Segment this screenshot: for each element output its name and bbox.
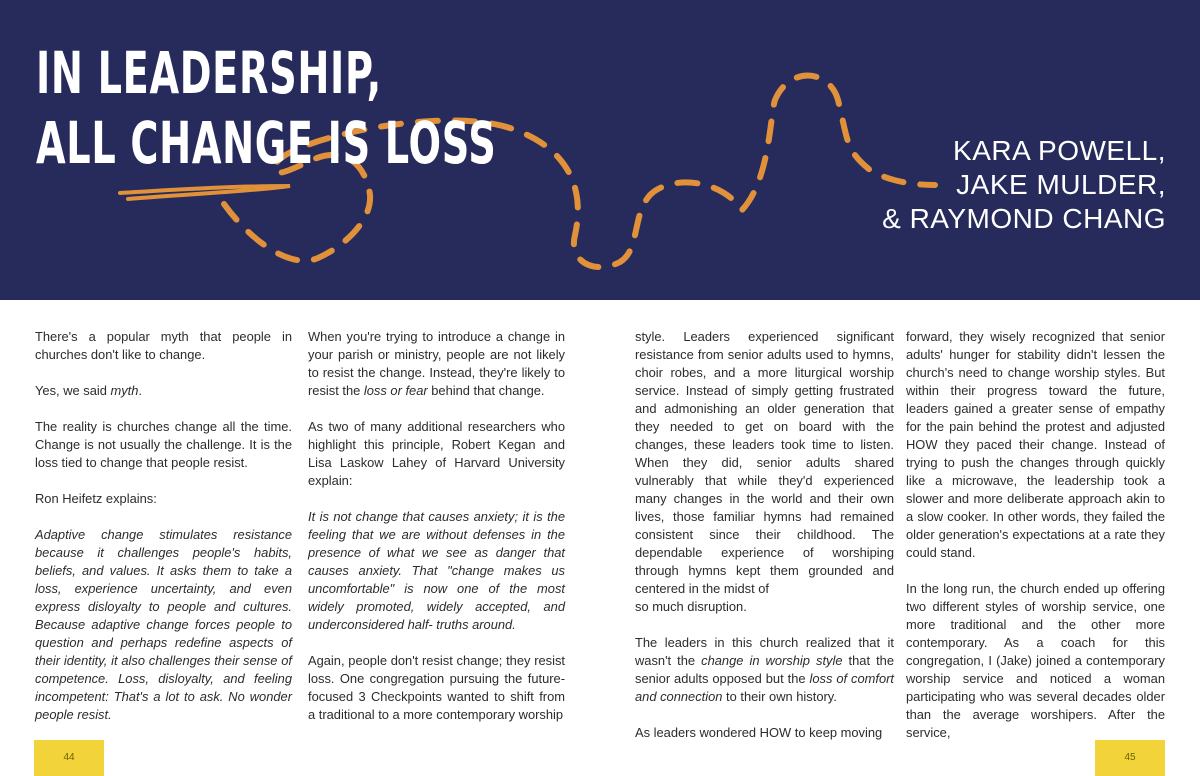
emphasis: myth xyxy=(110,383,139,398)
page-number-left: 44 xyxy=(34,740,104,776)
paragraph: Ron Heifetz explains: xyxy=(35,491,157,506)
paragraph: Again, people don't resist change; they resist loss. One congregation pursuing the future-focused 3 Checkpoints wanted to shift from a traditional to a more contemporary worship xyxy=(308,653,565,722)
page-number-right: 45 xyxy=(1095,740,1165,776)
block-quote xyxy=(308,508,565,634)
emphasis: change in worship style xyxy=(701,653,843,668)
text-column-1 xyxy=(35,328,292,724)
paragraph: In the long run, the church ended up offering two different styles of worship service, one more traditional and the other more contemporary. As a coach for this congregation, I (Jake) joined a contemporary worship service and noticed a woman participating who was several decades older than the average worshipers. After the service, xyxy=(906,581,1165,740)
author-3: & RAYMOND CHANG xyxy=(882,203,1166,234)
paragraph xyxy=(635,634,894,706)
paragraph: There's a popular myth that people in churches don't like to change. xyxy=(35,329,292,362)
title-banner xyxy=(0,0,1200,300)
text-run: to their own history. xyxy=(722,689,837,704)
paragraph: The reality is churches change all the time. Change is not usually the challenge. It is the loss tied to change that people resist. xyxy=(35,419,292,470)
article-title xyxy=(36,38,496,178)
block-quote xyxy=(35,526,292,724)
title-line-2: ALL CHANGE IS LOSS xyxy=(36,109,497,177)
text-run: that the senior adults opposed but the xyxy=(635,653,894,686)
text-run: behind that change. xyxy=(427,383,545,398)
author-list xyxy=(882,134,1166,236)
author-2: JAKE MULDER, xyxy=(956,169,1166,200)
text-column-4 xyxy=(906,328,1165,742)
text-run: . xyxy=(138,383,143,398)
paragraph xyxy=(35,382,292,400)
text-run: The leaders in this church realized that it wasn't the xyxy=(635,635,894,668)
paragraph: so much disruption. xyxy=(635,599,747,614)
emphasis: loss or fear xyxy=(363,383,428,398)
text-column-3 xyxy=(635,328,894,742)
title-line-1: IN LEADERSHIP, xyxy=(36,39,382,107)
text-column-2 xyxy=(308,328,565,724)
paragraph: forward, they wisely recognized that senior adults' hunger for stability didn't lessen the church's need to change worship styles. But within their progress toward the future, leaders gained a greater sense of empathy for the pain behind the protest and adjusted HOW they paced their change. Instead of trying to push the changes through quickly like a microwave, the leadership took a slower and more deliberate approach akin to a slow cooker. In other words, they failed the older generation's expectations at a rate they could stand. xyxy=(906,329,1165,560)
text-run: Yes, we said xyxy=(35,383,111,398)
paragraph xyxy=(308,328,565,400)
emphasis: loss of comfort and connection xyxy=(635,671,894,704)
author-1: KARA POWELL, xyxy=(953,135,1166,166)
paragraph: As two of many additional researchers who highlight this principle, Robert Kegan and Lisa Laskow Lahey of Harvard University explain: xyxy=(308,419,565,488)
quote-text: Adaptive change stimulates resistance because it challenges people's habits, beliefs, and values. It asks them to take a loss, experience uncertainty, and even express disloyalty to people and cultures. Because adaptive change forces people to question and perhaps redefine aspects of their identity, it also challenges their sense of competence. Loss, disloyalty, and feeling incompetent: That's a lot to ask. No wonder people resist. xyxy=(35,527,292,722)
text-run: When you're trying to introduce a change in your parish or ministry, people are not likely to resist the change. Instead, they're likely to resist the xyxy=(308,329,565,398)
quote-text: It is not change that causes anxiety; it is the feeling that we are without defenses in the presence of what we see as danger that causes anxiety. That "change makes us uncomfortable" is now one of the most widely promoted, widely accepted, and underconsidered half- truths around. xyxy=(308,509,565,632)
paragraph: As leaders wondered HOW to keep moving xyxy=(635,725,883,740)
paragraph: style. Leaders experienced significant resistance from senior adults used to hymns, choir robes, and a more liturgical worship service. Instead of simply getting frustrated and admonishing an older generation that they needed to get on board with the changes, these leaders took time to listen. When they did, senior adults shared vulnerably that while they'd experienced many changes in the world and their own lives, those familiar hymns had remained consistent since their childhood. The dependable experience of worshiping through hymns kept them grounded and centered in the midst of xyxy=(635,329,894,596)
